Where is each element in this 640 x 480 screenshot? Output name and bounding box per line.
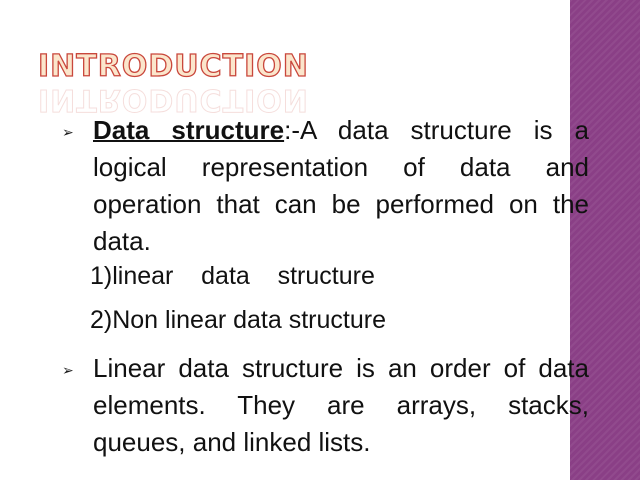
term-separator: :- [284, 115, 300, 145]
bullet-arrow-icon: ➢ [62, 362, 74, 378]
sub-item-linear: 1)linear data structure [90, 262, 375, 290]
slide-title: INTRODUCTION [38, 49, 309, 84]
definition-text: A data structure is a logical representation of data and operation that can be performed on the data. [93, 115, 589, 256]
slide-title-reflection: INTRODUCTION [38, 82, 309, 117]
title-block [38, 49, 309, 117]
sub-item-non-linear: 2)Non linear data structure [90, 306, 386, 334]
point-linear-data-structure: Linear data structure is an order of data elements. They are arrays, stacks, queues, and linked lists. [93, 353, 589, 457]
term-data-structure: Data structure [93, 115, 285, 145]
bullet-arrow-icon: ➢ [62, 124, 74, 140]
point-data-structure [93, 112, 589, 260]
